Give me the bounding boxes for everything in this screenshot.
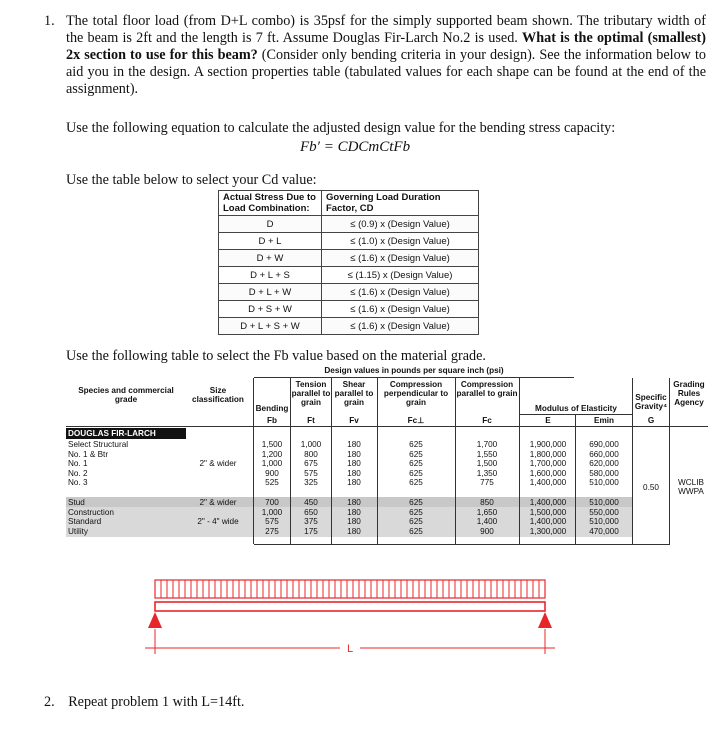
cd-factor: ≤ (1.15) x (Design Value) xyxy=(322,267,479,284)
fb-value: 1,500 xyxy=(261,440,283,449)
grade-row: Stud xyxy=(68,498,85,507)
fv-value: 180 xyxy=(347,498,361,507)
hdr-species: Species and commercial grade xyxy=(78,386,174,404)
hdr-bending: Bending xyxy=(255,404,289,413)
hdr-comp-perp: Compression perpendicular to grain xyxy=(383,380,449,407)
fb-value: 1,000 xyxy=(261,459,283,469)
fcperp-value: 625 xyxy=(409,517,423,527)
hdr-comp-par: Compression parallel to grain xyxy=(456,380,518,398)
fb-super-header: Design values in pounds per square inch (psi) xyxy=(324,366,504,375)
ft-value: 375 xyxy=(304,517,318,527)
hdr-tension: Tension parallel to grain xyxy=(291,380,331,407)
fb-value: 575 xyxy=(265,517,279,527)
problem-1-text-a: The total floor load (from D+L combo) is 35psf for the simply supported beam shown. The tributary width of the beam is 2ft and the length is 7 ft. Assume Douglas Fir-Larch No.2 is used. xyxy=(66,13,706,46)
grade-row: Standard xyxy=(68,517,102,527)
fcperp-value: 625 xyxy=(409,498,423,507)
cd-combo: D + L + S xyxy=(219,267,322,284)
hdr-emin: Emin xyxy=(593,416,615,425)
fv-value: 180 xyxy=(347,449,361,459)
emin-value: 470,000 xyxy=(589,526,619,536)
fb-value: 700 xyxy=(265,498,279,507)
e-value: 1,700,000 xyxy=(529,459,567,469)
emin-value: 510,000 xyxy=(589,478,619,488)
fv-value: 180 xyxy=(347,459,361,469)
size-class: 2" - 4" wide xyxy=(197,517,239,526)
problem-1-text-b: (Consider only bending criteria in your design). See the information below to aid you in the design. A section properties table (tabulated values for each shape can be found at the end of the assignment). xyxy=(66,47,706,97)
emin-value: 660,000 xyxy=(589,449,619,459)
fv-value: 180 xyxy=(347,440,361,449)
problem-1 xyxy=(44,13,709,113)
cd-combo: D + S + W xyxy=(219,301,322,318)
grade-row: No. 3 xyxy=(68,478,88,488)
fb-value: 1,000 xyxy=(261,507,283,517)
distributed-load xyxy=(155,580,545,598)
hdr-comp-perp-sym: Fc⊥ xyxy=(407,416,425,425)
load-outline xyxy=(155,580,545,598)
bending-equation: Fb′ = CDCmCtFb xyxy=(300,139,411,155)
fcperp-value: 625 xyxy=(409,449,423,459)
specific-gravity: 0.50 xyxy=(643,483,659,492)
cd-factor: ≤ (0.9) x (Design Value) xyxy=(322,216,479,233)
fc-value: 1,400 xyxy=(476,517,498,527)
problem-2 xyxy=(44,694,244,711)
cd-factor: ≤ (1.6) x (Design Value) xyxy=(322,318,479,335)
ft-value: 1,000 xyxy=(300,440,322,449)
fc-value: 775 xyxy=(480,478,494,488)
ft-value: 675 xyxy=(304,459,318,469)
ft-value: 175 xyxy=(304,526,318,536)
fv-value: 180 xyxy=(347,517,361,527)
hdr-shear: Shear parallel to grain xyxy=(334,380,374,407)
grade-row: Select Structural xyxy=(68,440,129,449)
equation-intro: Use the following equation to calculate the adjusted design value for the bending stress capacity: xyxy=(66,120,616,136)
hdr-tension-sym: Ft xyxy=(307,416,315,425)
ft-value: 325 xyxy=(304,478,318,488)
hdr-size: Size classification xyxy=(192,386,244,404)
beam-diagram xyxy=(140,572,560,662)
e-value: 1,300,000 xyxy=(529,526,567,536)
cd-table xyxy=(218,190,479,335)
ft-value: 800 xyxy=(304,449,318,459)
fc-value: 1,650 xyxy=(476,507,498,517)
problem-2-text: Repeat problem 1 with L=14ft. xyxy=(68,694,245,710)
cd-intro: Use the table below to select your Cd value: xyxy=(66,172,317,188)
fb-value: 1,200 xyxy=(261,449,283,459)
fb-value: 900 xyxy=(265,468,279,478)
emin-value: 690,000 xyxy=(589,440,619,449)
fc-value: 1,550 xyxy=(476,449,498,459)
fv-value: 180 xyxy=(347,526,361,536)
grade-row: Utility xyxy=(68,526,89,536)
cd-factor: ≤ (1.0) x (Design Value) xyxy=(322,233,479,250)
hdr-comp-par-sym: Fc xyxy=(482,416,492,425)
e-value: 1,800,000 xyxy=(529,449,567,459)
cd-factor: ≤ (1.6) x (Design Value) xyxy=(322,250,479,267)
cd-header-left: Actual Stress Due to Load Combination: xyxy=(219,191,322,216)
fcperp-value: 625 xyxy=(409,440,423,449)
fb-value: 525 xyxy=(265,478,279,488)
fcperp-value: 625 xyxy=(409,478,423,488)
size-class: 2" & wider xyxy=(199,498,237,507)
fb-intro: Use the following table to select the Fb value based on the material grade. xyxy=(66,348,486,364)
fc-value: 850 xyxy=(480,498,494,507)
species-label: DOUGLAS FIR-LARCH xyxy=(66,428,186,439)
cd-combo: D xyxy=(219,216,322,233)
grading-agency: WCLIB WWPA xyxy=(678,478,704,496)
hdr-bending-sym: Fb xyxy=(266,416,277,425)
cd-combo: D + L + W xyxy=(219,284,322,301)
fcperp-value: 625 xyxy=(409,459,423,469)
span-label: L xyxy=(346,643,354,655)
fb-table xyxy=(66,366,708,546)
cd-header-right: Governing Load Duration Factor, CD xyxy=(322,191,479,216)
hdr-grading: Grading Rules Agency xyxy=(673,380,705,407)
e-value: 1,400,000 xyxy=(529,478,567,488)
hdr-sg-sym: G xyxy=(647,416,655,425)
emin-value: 580,000 xyxy=(589,468,619,478)
ft-value: 450 xyxy=(304,498,318,507)
cd-combo: D + L xyxy=(219,233,322,250)
problem-2-number: 2. xyxy=(44,694,55,710)
hdr-sg: Specific Gravity⁴ xyxy=(634,393,668,411)
e-value: 1,900,000 xyxy=(529,440,567,449)
left-support xyxy=(148,612,162,628)
ft-value: 575 xyxy=(304,468,318,478)
fb-value: 275 xyxy=(265,526,279,536)
emin-value: 620,000 xyxy=(589,459,619,469)
cd-factor: ≤ (1.6) x (Design Value) xyxy=(322,284,479,301)
grade-row: No. 1 xyxy=(68,459,88,469)
grade-row: No. 2 xyxy=(68,468,88,478)
fv-value: 180 xyxy=(347,478,361,488)
problem-1-number: 1. xyxy=(44,13,55,29)
beam-member xyxy=(155,602,545,611)
emin-value: 550,000 xyxy=(589,507,619,517)
grade-row: Construction xyxy=(68,507,114,517)
cd-combo: D + W xyxy=(219,250,322,267)
hdr-e: E xyxy=(545,416,551,425)
e-value: 1,600,000 xyxy=(529,468,567,478)
fc-value: 1,500 xyxy=(476,459,498,469)
emin-value: 510,000 xyxy=(589,517,619,527)
ft-value: 650 xyxy=(304,507,318,517)
right-support xyxy=(538,612,552,628)
fv-value: 180 xyxy=(347,507,361,517)
hdr-modulus: Modulus of Elasticity xyxy=(535,404,617,413)
cd-combo: D + L + S + W xyxy=(219,318,322,335)
e-value: 1,400,000 xyxy=(529,498,567,507)
grade-row: No. 1 & Btr xyxy=(68,449,109,459)
fc-value: 1,700 xyxy=(476,440,498,449)
size-class: 2" & wider xyxy=(199,459,237,468)
fcperp-value: 625 xyxy=(409,526,423,536)
problem-1-text xyxy=(66,13,706,98)
problem-1-question: What is the optimal (smallest) 2x section to use for this beam? xyxy=(66,30,706,63)
fc-value: 900 xyxy=(480,526,494,536)
e-value: 1,400,000 xyxy=(529,517,567,527)
emin-value: 510,000 xyxy=(589,498,619,507)
fc-value: 1,350 xyxy=(476,468,498,478)
fv-value: 180 xyxy=(347,468,361,478)
e-value: 1,500,000 xyxy=(529,507,567,517)
fcperp-value: 625 xyxy=(409,468,423,478)
cd-factor: ≤ (1.6) x (Design Value) xyxy=(322,301,479,318)
fcperp-value: 625 xyxy=(409,507,423,517)
hdr-shear-sym: Fv xyxy=(349,416,359,425)
